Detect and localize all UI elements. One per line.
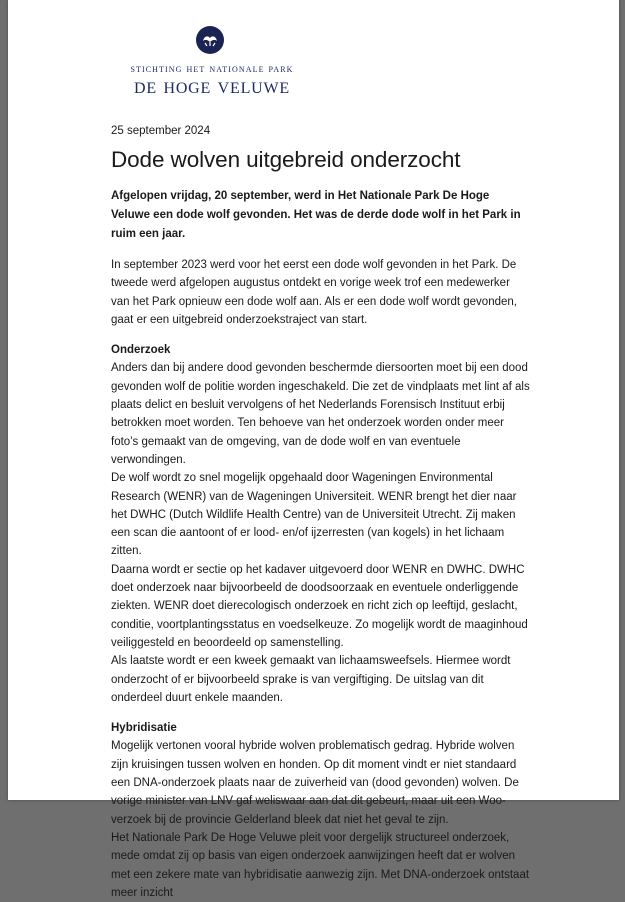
article — [111, 125, 531, 902]
article-title: Dode wolven uitgebreid onderzocht — [111, 147, 461, 172]
document-page — [8, 0, 619, 899]
logo-main-line: de hoge veluwe — [134, 73, 290, 98]
paragraph: Daarna wordt er sectie op het kadaver uitgevoerd door WENR en DWHC. DWHC doet onderzoek naar bijvoorbeeld de doodsoorzaak en eventuele onderliggende ziekten. WENR doet dierecologisch onderzoek en richt zich op leeftijd, geslacht, conditie, voortplantingsstatus en voedselkeuze. Zo mogelijk wordt de maaginhoud veiliggesteld en beoordeeld op samenstelling. — [111, 563, 528, 649]
paragraph: Als laatste wordt er een kweek gemaakt van lichaamsweefsels. Hiermee wordt onderzocht of er bijvoorbeeld sprake is van vergiftiging. De uitslag van dit onderdeel duurt enkele maanden. — [111, 655, 511, 704]
paragraph: Anders dan bij andere dood gevonden beschermde diersoorten moet bij een dood gevonden wolf de politie worden ingeschakeld. Die zet de vindplaats met lint af als plaats delict en besluit vervolgens of het Nederlands Forensisch Instituut erbij betrokken moet worden. Ten behoeve van het onderzoek worden onder meer foto’s gemaakt van de omgeving, van de dode wolf en van eventuele verwondingen. — [111, 362, 530, 466]
emblem-icon — [196, 26, 224, 54]
article-intro: In september 2023 werd voor het eerst een dode wolf gevonden in het Park. De tweede werd afgelopen augustus ontdekt en vorige week trof een medewerker van het Park opnieuw een dode wolf aan. Als er een dode wolf wordt gevonden, gaat er een uitgebreid onderzoekstraject van start. — [111, 259, 517, 326]
article-lead: Afgelopen vrijdag, 20 september, werd in Het Nationale Park De Hoge Veluwe een dode wolf gevonden. Het was de derde dode wolf in het Park in ruim een jaar. — [111, 190, 521, 240]
park-logo — [8, 0, 619, 110]
section-heading-onderzoek: Onderzoek — [111, 344, 171, 357]
section-heading-hybridisatie: Hybridisatie — [111, 722, 177, 735]
paragraph: Het Nationale Park De Hoge Veluwe pleit voor dergelijk structureel onderzoek, mede omdat zij op basis van eigen onderzoek aanwijzingen heeft dat er wolven met een zekere mate van hybridisatie aanwezig zijn. Met DNA-onderzoek ontstaat meer inzicht — [111, 831, 530, 899]
logo-top-line: stichting het nationale park — [130, 63, 294, 75]
article-date: 25 september 2024 — [111, 125, 211, 137]
paragraph: De wolf wordt zo snel mogelijk opgehaald door Wageningen Environmental Research (WENR) van de Wageningen Universiteit. WENR brengt het dier naar het DWHC (Dutch Wildlife Health Centre) van de Universiteit Utrecht. Zij maken een scan die aantoont of er lood- en/of ijzerresten (van kogels) in het lichaam zitten. — [111, 472, 517, 558]
paragraph: Mogelijk vertonen vooral hybride wolven problematisch gedrag. Hybride wolven zijn kruisingen tussen wolven en honden. Op dit moment vindt er niet standaard een DNA-onderzoek plaats naar de zuiverheid van (dood gevonden) wolven. De vorige minister van LNV gaf weliswaar aan dat dit gebeurt, maar uit een Woo-verzoek bij de provincie Gelderland bleek dat niet het geval te zijn. — [111, 740, 519, 826]
